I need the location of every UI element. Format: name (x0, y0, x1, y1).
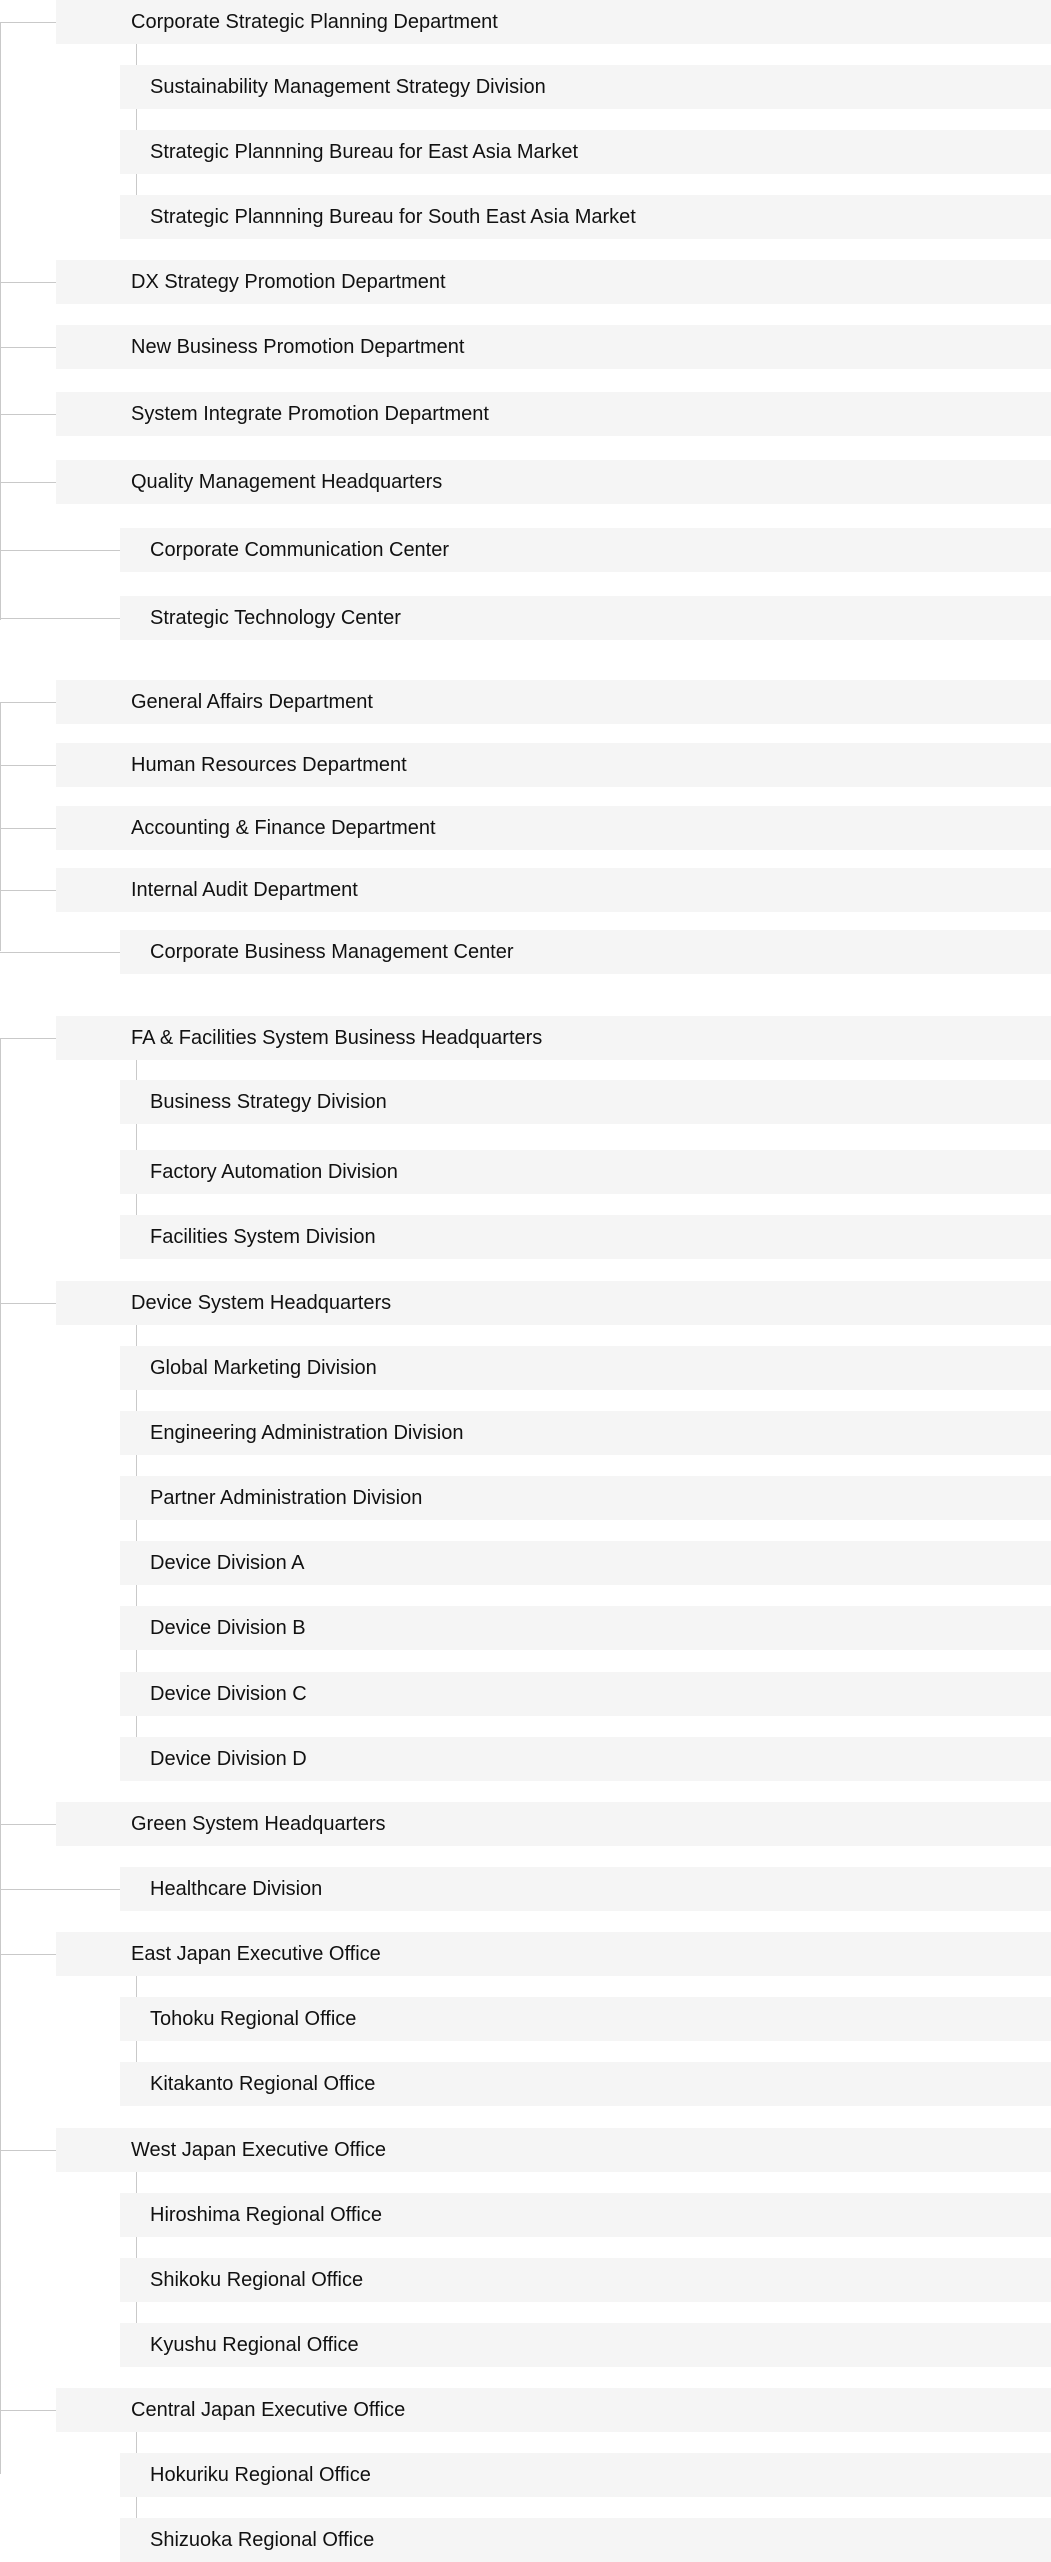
department-node (56, 0, 1051, 44)
department-connector (0, 1954, 56, 1955)
node-label: Central Japan Executive Office (131, 2399, 406, 2421)
division-node (120, 130, 1051, 174)
node-label: Corporate Strategic Planning Department (131, 11, 498, 33)
node-label: Global Marketing Division (150, 1357, 377, 1379)
department-node (56, 1932, 1051, 1976)
node-label: Engineering Administration Division (150, 1422, 464, 1444)
center-node (120, 596, 1051, 640)
department-connector (0, 482, 56, 483)
node-label: DX Strategy Promotion Department (131, 271, 446, 293)
department-node (56, 680, 1051, 724)
node-label: FA & Facilities System Business Headquarters (131, 1027, 543, 1049)
node-label: Device Division A (150, 1552, 305, 1574)
division-node (120, 1997, 1051, 2041)
department-connector (0, 282, 56, 283)
direct-connector (0, 952, 120, 953)
division-node (120, 65, 1051, 109)
node-label: Facilities System Division (150, 1226, 376, 1248)
node-label: Strategic Plannning Bureau for South East Asia Market (150, 206, 636, 228)
node-label: Tohoku Regional Office (150, 2008, 357, 2030)
department-node (56, 460, 1051, 504)
node-label: West Japan Executive Office (131, 2139, 386, 2161)
division-node (120, 1737, 1051, 1781)
node-label: Quality Management Headquarters (131, 471, 443, 493)
node-label: System Integrate Promotion Department (131, 403, 489, 425)
department-connector (0, 2150, 56, 2151)
department-node (56, 2388, 1051, 2432)
department-node (56, 325, 1051, 369)
node-label: Device System Headquarters (131, 1292, 392, 1314)
node-label: Kitakanto Regional Office (150, 2073, 376, 2095)
node-label: Human Resources Department (131, 754, 407, 776)
node-label: Hokuriku Regional Office (150, 2464, 371, 2486)
department-connector (0, 890, 56, 891)
department-connector (0, 347, 56, 348)
center-node (120, 1867, 1051, 1911)
division-node (120, 2518, 1051, 2562)
department-node (56, 1281, 1051, 1325)
division-node (120, 2323, 1051, 2367)
division-node (120, 1080, 1051, 1124)
division-node (120, 1541, 1051, 1585)
department-node (56, 743, 1051, 787)
direct-connector (0, 618, 120, 619)
division-node (120, 1346, 1051, 1390)
division-node (120, 2062, 1051, 2106)
department-node (56, 2128, 1051, 2172)
node-label: Business Strategy Division (150, 1091, 387, 1113)
division-node (120, 195, 1051, 239)
node-label: New Business Promotion Department (131, 336, 465, 358)
division-node (120, 1672, 1051, 1716)
node-label: Device Division D (150, 1748, 307, 1770)
direct-connector (0, 1889, 120, 1890)
node-label: Internal Audit Department (131, 879, 358, 901)
division-node (120, 1606, 1051, 1650)
node-label: Corporate Business Management Center (150, 941, 514, 963)
department-connector (0, 2410, 56, 2411)
center-node (120, 528, 1051, 572)
node-label: Strategic Technology Center (150, 607, 401, 629)
node-label: General Affairs Department (131, 691, 373, 713)
department-node (56, 260, 1051, 304)
department-connector (0, 828, 56, 829)
division-node (120, 1215, 1051, 1259)
node-label: Kyushu Regional Office (150, 2334, 359, 2356)
department-node (56, 806, 1051, 850)
department-connector (0, 702, 56, 703)
group-connector (0, 702, 1, 951)
department-node (56, 392, 1051, 436)
department-node (56, 1802, 1051, 1846)
node-label: Accounting & Finance Department (131, 817, 436, 839)
department-connector (0, 1038, 56, 1039)
division-node (120, 1150, 1051, 1194)
group-connector (0, 1038, 1, 2474)
group-connector (0, 22, 1, 620)
node-label: Partner Administration Division (150, 1487, 423, 1509)
node-label: Strategic Plannning Bureau for East Asia Market (150, 141, 579, 163)
department-node (56, 1016, 1051, 1060)
division-node (120, 2258, 1051, 2302)
department-node (56, 868, 1051, 912)
node-label: Healthcare Division (150, 1878, 323, 1900)
division-node (120, 2453, 1051, 2497)
node-label: Factory Automation Division (150, 1161, 398, 1183)
department-connector (0, 414, 56, 415)
division-node (120, 1411, 1051, 1455)
department-connector (0, 765, 56, 766)
division-node (120, 1476, 1051, 1520)
node-label: East Japan Executive Office (131, 1943, 381, 1965)
department-connector (0, 22, 56, 23)
node-label: Sustainability Management Strategy Division (150, 76, 546, 98)
department-connector (0, 1824, 56, 1825)
node-label: Shikoku Regional Office (150, 2269, 364, 2291)
node-label: Device Division B (150, 1617, 306, 1639)
node-label: Corporate Communication Center (150, 539, 450, 561)
node-label: Shizuoka Regional Office (150, 2529, 375, 2551)
node-label: Green System Headquarters (131, 1813, 386, 1835)
division-node (120, 2193, 1051, 2237)
department-connector (0, 1303, 56, 1304)
center-node (120, 930, 1051, 974)
direct-connector (0, 550, 120, 551)
node-label: Device Division C (150, 1683, 307, 1705)
node-label: Hiroshima Regional Office (150, 2204, 382, 2226)
